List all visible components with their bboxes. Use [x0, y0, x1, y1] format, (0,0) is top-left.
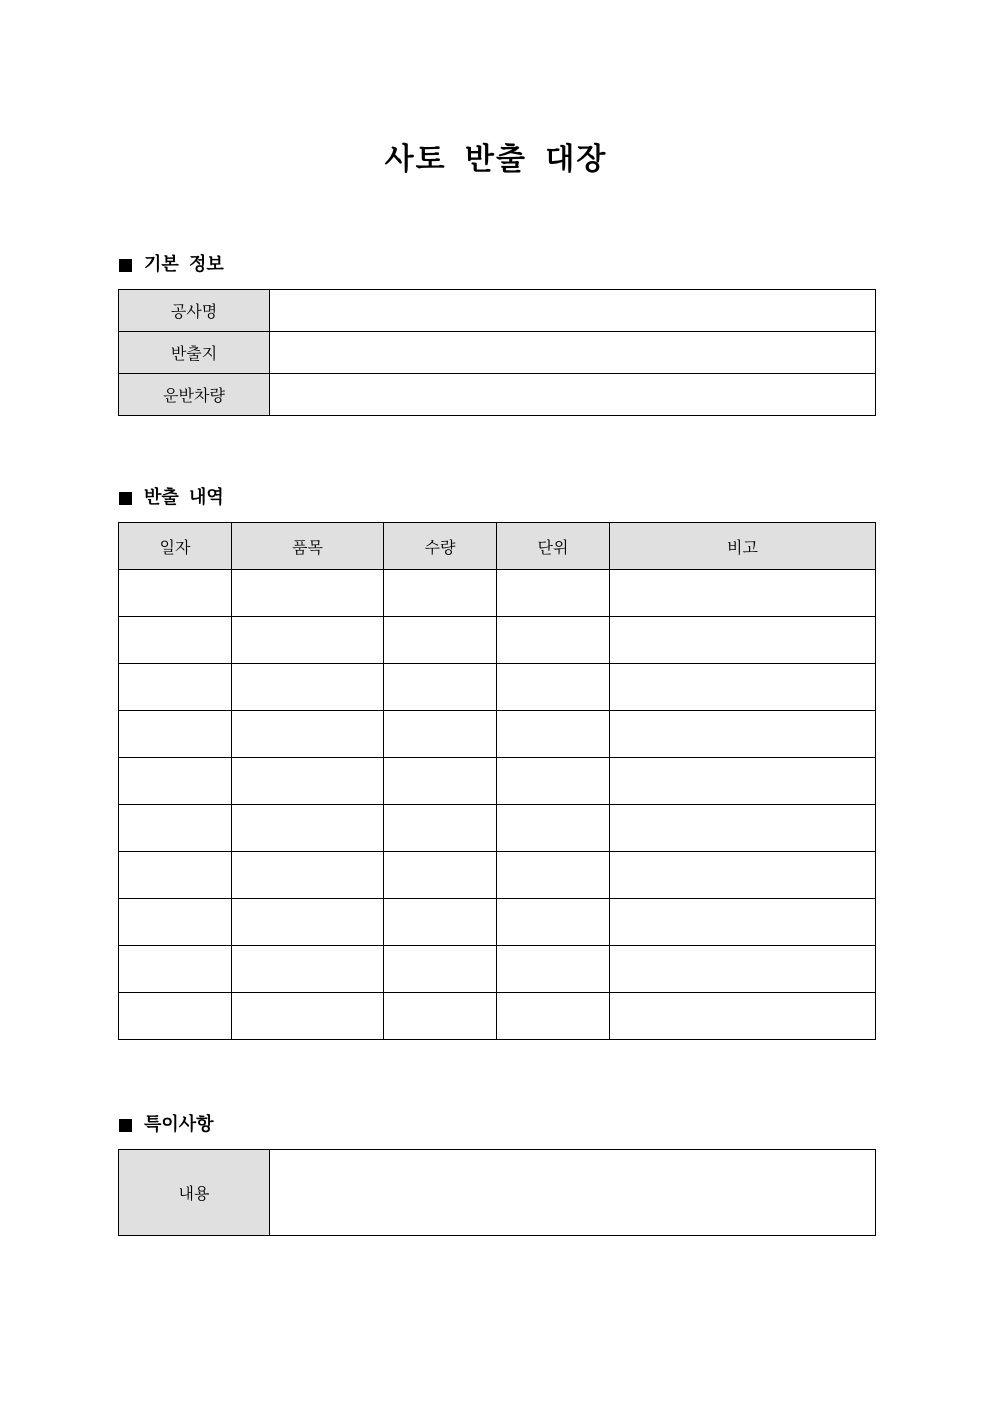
unit-cell[interactable] — [497, 899, 610, 946]
table-row — [119, 899, 876, 946]
unit-cell[interactable] — [497, 852, 610, 899]
quantity-cell[interactable] — [384, 664, 497, 711]
table-row — [119, 664, 876, 711]
table-row — [119, 805, 876, 852]
column-header-item: 품목 — [232, 523, 384, 570]
transport-vehicle-field[interactable] — [270, 374, 876, 416]
quantity-cell[interactable] — [384, 946, 497, 993]
export-list-table — [118, 522, 876, 1040]
note-cell[interactable] — [610, 711, 876, 758]
date-cell[interactable] — [119, 993, 232, 1040]
item-cell[interactable] — [232, 570, 384, 617]
unit-cell[interactable] — [497, 946, 610, 993]
table-header-row — [119, 523, 876, 570]
section-heading-label: 기본 정보 — [144, 254, 224, 275]
note-cell[interactable] — [610, 617, 876, 664]
note-cell[interactable] — [610, 993, 876, 1040]
export-site-field[interactable] — [270, 332, 876, 374]
remarks-table — [118, 1149, 876, 1236]
page-title: 사토 반출 대장 — [384, 142, 608, 177]
column-header-quantity: 수량 — [384, 523, 497, 570]
column-header-date: 일자 — [119, 523, 232, 570]
remarks-content-field[interactable] — [270, 1150, 876, 1236]
date-cell[interactable] — [119, 570, 232, 617]
table-row — [119, 332, 876, 374]
column-header-note: 비고 — [610, 523, 876, 570]
quantity-cell[interactable] — [384, 852, 497, 899]
unit-cell[interactable] — [497, 664, 610, 711]
table-row — [119, 758, 876, 805]
table-row — [119, 711, 876, 758]
quantity-cell[interactable] — [384, 617, 497, 664]
item-cell[interactable] — [232, 993, 384, 1040]
note-cell[interactable] — [610, 899, 876, 946]
section-heading-remarks — [119, 1114, 214, 1136]
table-row — [119, 570, 876, 617]
row-label-content: 내용 — [119, 1150, 270, 1236]
quantity-cell[interactable] — [384, 805, 497, 852]
item-cell[interactable] — [232, 758, 384, 805]
square-bullet-icon — [119, 1119, 132, 1132]
row-label-project-name: 공사명 — [119, 290, 270, 332]
item-cell[interactable] — [232, 899, 384, 946]
table-row — [119, 617, 876, 664]
table-row — [119, 852, 876, 899]
date-cell[interactable] — [119, 711, 232, 758]
section-heading-label: 반출 내역 — [144, 487, 224, 508]
table-row — [119, 1150, 876, 1236]
unit-cell[interactable] — [497, 711, 610, 758]
quantity-cell[interactable] — [384, 993, 497, 1040]
unit-cell[interactable] — [497, 805, 610, 852]
row-label-export-site: 반출지 — [119, 332, 270, 374]
date-cell[interactable] — [119, 664, 232, 711]
square-bullet-icon — [119, 259, 132, 272]
table-row — [119, 993, 876, 1040]
quantity-cell[interactable] — [384, 899, 497, 946]
item-cell[interactable] — [232, 805, 384, 852]
unit-cell[interactable] — [497, 570, 610, 617]
section-heading-export-list — [119, 487, 224, 509]
date-cell[interactable] — [119, 899, 232, 946]
section-heading-basic-info — [119, 254, 224, 276]
row-label-transport-vehicle: 운반차량 — [119, 374, 270, 416]
date-cell[interactable] — [119, 946, 232, 993]
unit-cell[interactable] — [497, 758, 610, 805]
item-cell[interactable] — [232, 617, 384, 664]
date-cell[interactable] — [119, 758, 232, 805]
table-row — [119, 374, 876, 416]
table-row — [119, 290, 876, 332]
date-cell[interactable] — [119, 852, 232, 899]
table-row — [119, 946, 876, 993]
note-cell[interactable] — [610, 570, 876, 617]
note-cell[interactable] — [610, 946, 876, 993]
column-header-unit: 단위 — [497, 523, 610, 570]
item-cell[interactable] — [232, 664, 384, 711]
basic-info-table — [118, 289, 876, 416]
section-heading-label: 특이사항 — [144, 1114, 214, 1135]
date-cell[interactable] — [119, 617, 232, 664]
item-cell[interactable] — [232, 946, 384, 993]
note-cell[interactable] — [610, 664, 876, 711]
square-bullet-icon — [119, 492, 132, 505]
quantity-cell[interactable] — [384, 758, 497, 805]
note-cell[interactable] — [610, 852, 876, 899]
item-cell[interactable] — [232, 711, 384, 758]
unit-cell[interactable] — [497, 993, 610, 1040]
note-cell[interactable] — [610, 805, 876, 852]
date-cell[interactable] — [119, 805, 232, 852]
unit-cell[interactable] — [497, 617, 610, 664]
note-cell[interactable] — [610, 758, 876, 805]
quantity-cell[interactable] — [384, 711, 497, 758]
item-cell[interactable] — [232, 852, 384, 899]
quantity-cell[interactable] — [384, 570, 497, 617]
project-name-field[interactable] — [270, 290, 876, 332]
